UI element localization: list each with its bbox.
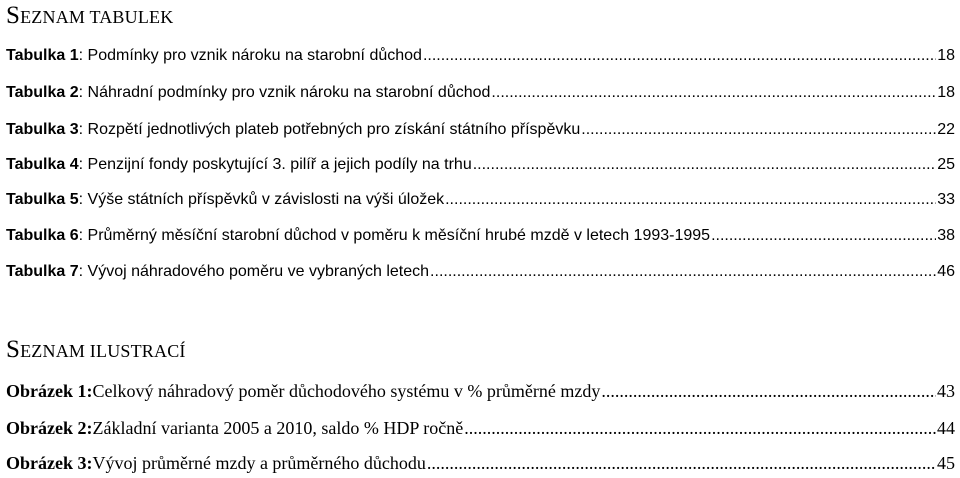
heading-initial: S xyxy=(6,336,21,363)
toc-entry-table-5[interactable] xyxy=(6,191,955,213)
entry-title: : Výše státních příspěvků v závislosti na výši úložek xyxy=(78,191,445,208)
toc-entry-figure-3[interactable] xyxy=(6,453,955,475)
toc-entry-table-1[interactable] xyxy=(6,47,955,69)
heading-rest: EZNAM ILUSTRACÍ xyxy=(20,341,186,361)
entry-label: Tabulka 4 xyxy=(6,156,79,173)
entry-title: Základní varianta 2005 a 2010, saldo % HDP ročně xyxy=(92,418,464,438)
dot-leader xyxy=(601,381,936,402)
entry-title: : Náhradní podmínky pro vznik nároku na starobní důchod xyxy=(78,84,491,101)
entry-title: : Rozpětí jednotlivých plateb potřebných pro získání státního příspěvku xyxy=(78,121,581,138)
entry-title: Vývoj průměrné mzdy a průměrného důchodu xyxy=(92,453,426,473)
figures-list-heading xyxy=(6,336,186,365)
entry-page-number: 43 xyxy=(937,381,955,401)
toc-entry-table-4[interactable] xyxy=(6,156,955,178)
entry-page-number: 46 xyxy=(937,263,955,280)
entry-title: : Penzijní fondy poskytující 3. pilíř a jejich podíly na trhu xyxy=(78,156,472,173)
dot-leader xyxy=(427,453,936,474)
dot-leader xyxy=(464,418,936,439)
toc-entry-table-3[interactable] xyxy=(6,121,955,143)
entry-title: : Vývoj náhradového poměru ve vybraných letech xyxy=(78,263,430,280)
toc-entry-figure-1[interactable] xyxy=(6,381,955,403)
entry-page-number: 25 xyxy=(937,156,955,173)
entry-label: Tabulka 7 xyxy=(6,263,79,280)
entry-title: Celkový náhradový poměr důchodového systému v % průměrné mzdy xyxy=(92,381,601,401)
entry-label: Obrázek 1: xyxy=(6,381,93,401)
entry-page-number: 38 xyxy=(937,227,955,244)
toc-entry-table-2[interactable] xyxy=(6,84,955,106)
entry-page-number: 18 xyxy=(937,47,955,64)
entry-title: : Průměrný měsíční starobní důchod v poměru k měsíční hrubé mzdě v letech 1993-1995 xyxy=(78,227,711,244)
dot-leader xyxy=(473,156,936,174)
entry-page-number: 44 xyxy=(937,418,955,438)
entry-page-number: 18 xyxy=(937,84,955,101)
toc-entry-figure-2[interactable] xyxy=(6,418,955,440)
dot-leader xyxy=(581,121,936,139)
entry-label: Obrázek 2: xyxy=(6,418,93,438)
entry-label: Tabulka 2 xyxy=(6,84,79,101)
entry-label: Tabulka 1 xyxy=(6,47,79,64)
entry-label: Obrázek 3: xyxy=(6,453,93,473)
entry-label: Tabulka 3 xyxy=(6,121,79,138)
entry-page-number: 45 xyxy=(937,453,955,473)
toc-entry-table-7[interactable] xyxy=(6,263,955,285)
dot-leader xyxy=(491,84,936,102)
entry-page-number: 33 xyxy=(937,191,955,208)
heading-rest: EZNAM TABULEK xyxy=(20,7,174,27)
heading-initial: S xyxy=(6,2,21,29)
entry-label: Tabulka 5 xyxy=(6,191,79,208)
entry-page-number: 22 xyxy=(937,121,955,138)
tables-list-heading xyxy=(6,2,173,31)
entry-label: Tabulka 6 xyxy=(6,227,79,244)
dot-leader xyxy=(711,227,936,245)
toc-entry-table-6[interactable] xyxy=(6,227,955,249)
dot-leader xyxy=(423,47,936,65)
entry-title: : Podmínky pro vznik nároku na starobní důchod xyxy=(78,47,422,64)
dot-leader xyxy=(445,191,936,209)
dot-leader xyxy=(430,263,936,281)
